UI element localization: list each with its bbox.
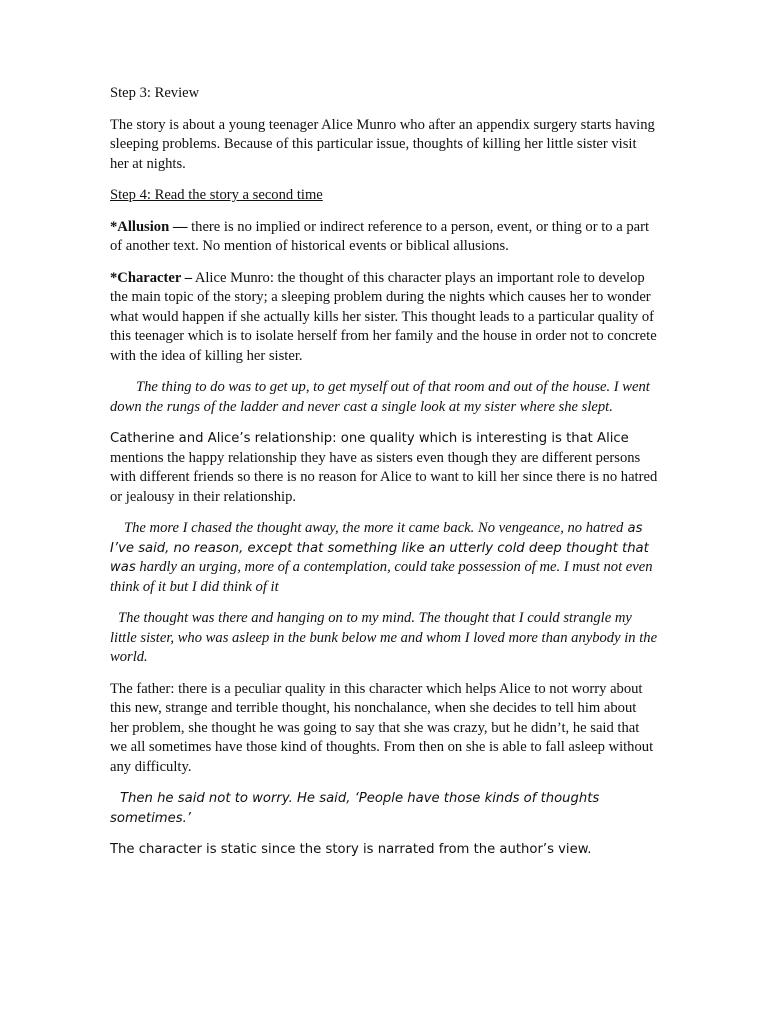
quote2-mid: as I’ve said, no reason, except that something like an utterly cold deep thought that was (110, 521, 649, 575)
document-body (110, 84, 658, 872)
quote2-end: hardly an urging, more of a contemplation, could take possession of me. I must not even think of it but I did think of it (110, 559, 653, 595)
relationship-rest: mentions the happy relationship they have as sisters even though they are different persons with different friends so there is no reason for Alice to want to kill her since there is no hatred or jealousy in their relationship. (110, 449, 658, 505)
step4-heading: Step 4: Read the story a second time (110, 187, 323, 203)
allusion-label: *Allusion — (110, 218, 188, 235)
character-text: Alice Munro: the thought of this character plays an important role to develop the main topic of the story; a sleeping problem during the nights which causes her to wonder what would happen if she actually kills her sister. This thought leads to a particular quality of this teenager which is to isolate herself from her family and the house in order not to concrete with the idea of killing her sister. (110, 269, 657, 364)
relationship-paragraph (110, 429, 658, 507)
character-paragraph (110, 269, 658, 367)
quote-chased-thought (110, 519, 658, 597)
allusion-paragraph (110, 218, 658, 257)
quote-not-to-worry: Then he said not to worry. He said, ‘People have those kinds of thoughts sometimes.’ (110, 791, 600, 826)
father-paragraph: The father: there is a peculiar quality in this character which helps Alice to not worry about this new, strange and terrible thought, his nonchalance, when she decides to tell him about her problem, she thought he was going to say that she was crazy, but he didn’t, he said that we all sometimes have those kind of thoughts. From then on she is able to fall asleep without any difficulty. (110, 680, 654, 775)
relationship-lead: Catherine and Alice’s relationship: one quality which is interesting is that Alice (110, 431, 629, 446)
conclusion-paragraph: The character is static since the story is narrated from the author’s view. (110, 842, 592, 857)
step3-heading: Step 3: Review (110, 85, 200, 101)
quote2-start: The more I chased the thought away, the more it came back. No vengeance, no hatred (124, 520, 624, 536)
character-label: *Character – (110, 269, 192, 286)
quote-strangle: The thought was there and hanging on to my mind. The thought that I could strangle my little sister, who was asleep in the bunk below me and whom I loved more than anybody in the world. (110, 610, 658, 665)
allusion-text: there is no implied or indirect reference to a person, event, or thing or to a part of another text. No mention of historical events or biblical allusions. (110, 218, 650, 254)
quote-get-up: The thing to do was to get up, to get myself out of that room and out of the house. I went down the rungs of the ladder and never cast a single look at my sister where she slept. (110, 379, 650, 415)
review-paragraph: The story is about a young teenager Alice Munro who after an appendix surgery starts having sleeping problems. Because of this particular issue, thoughts of killing her little sister visit her at nights. (110, 116, 655, 172)
